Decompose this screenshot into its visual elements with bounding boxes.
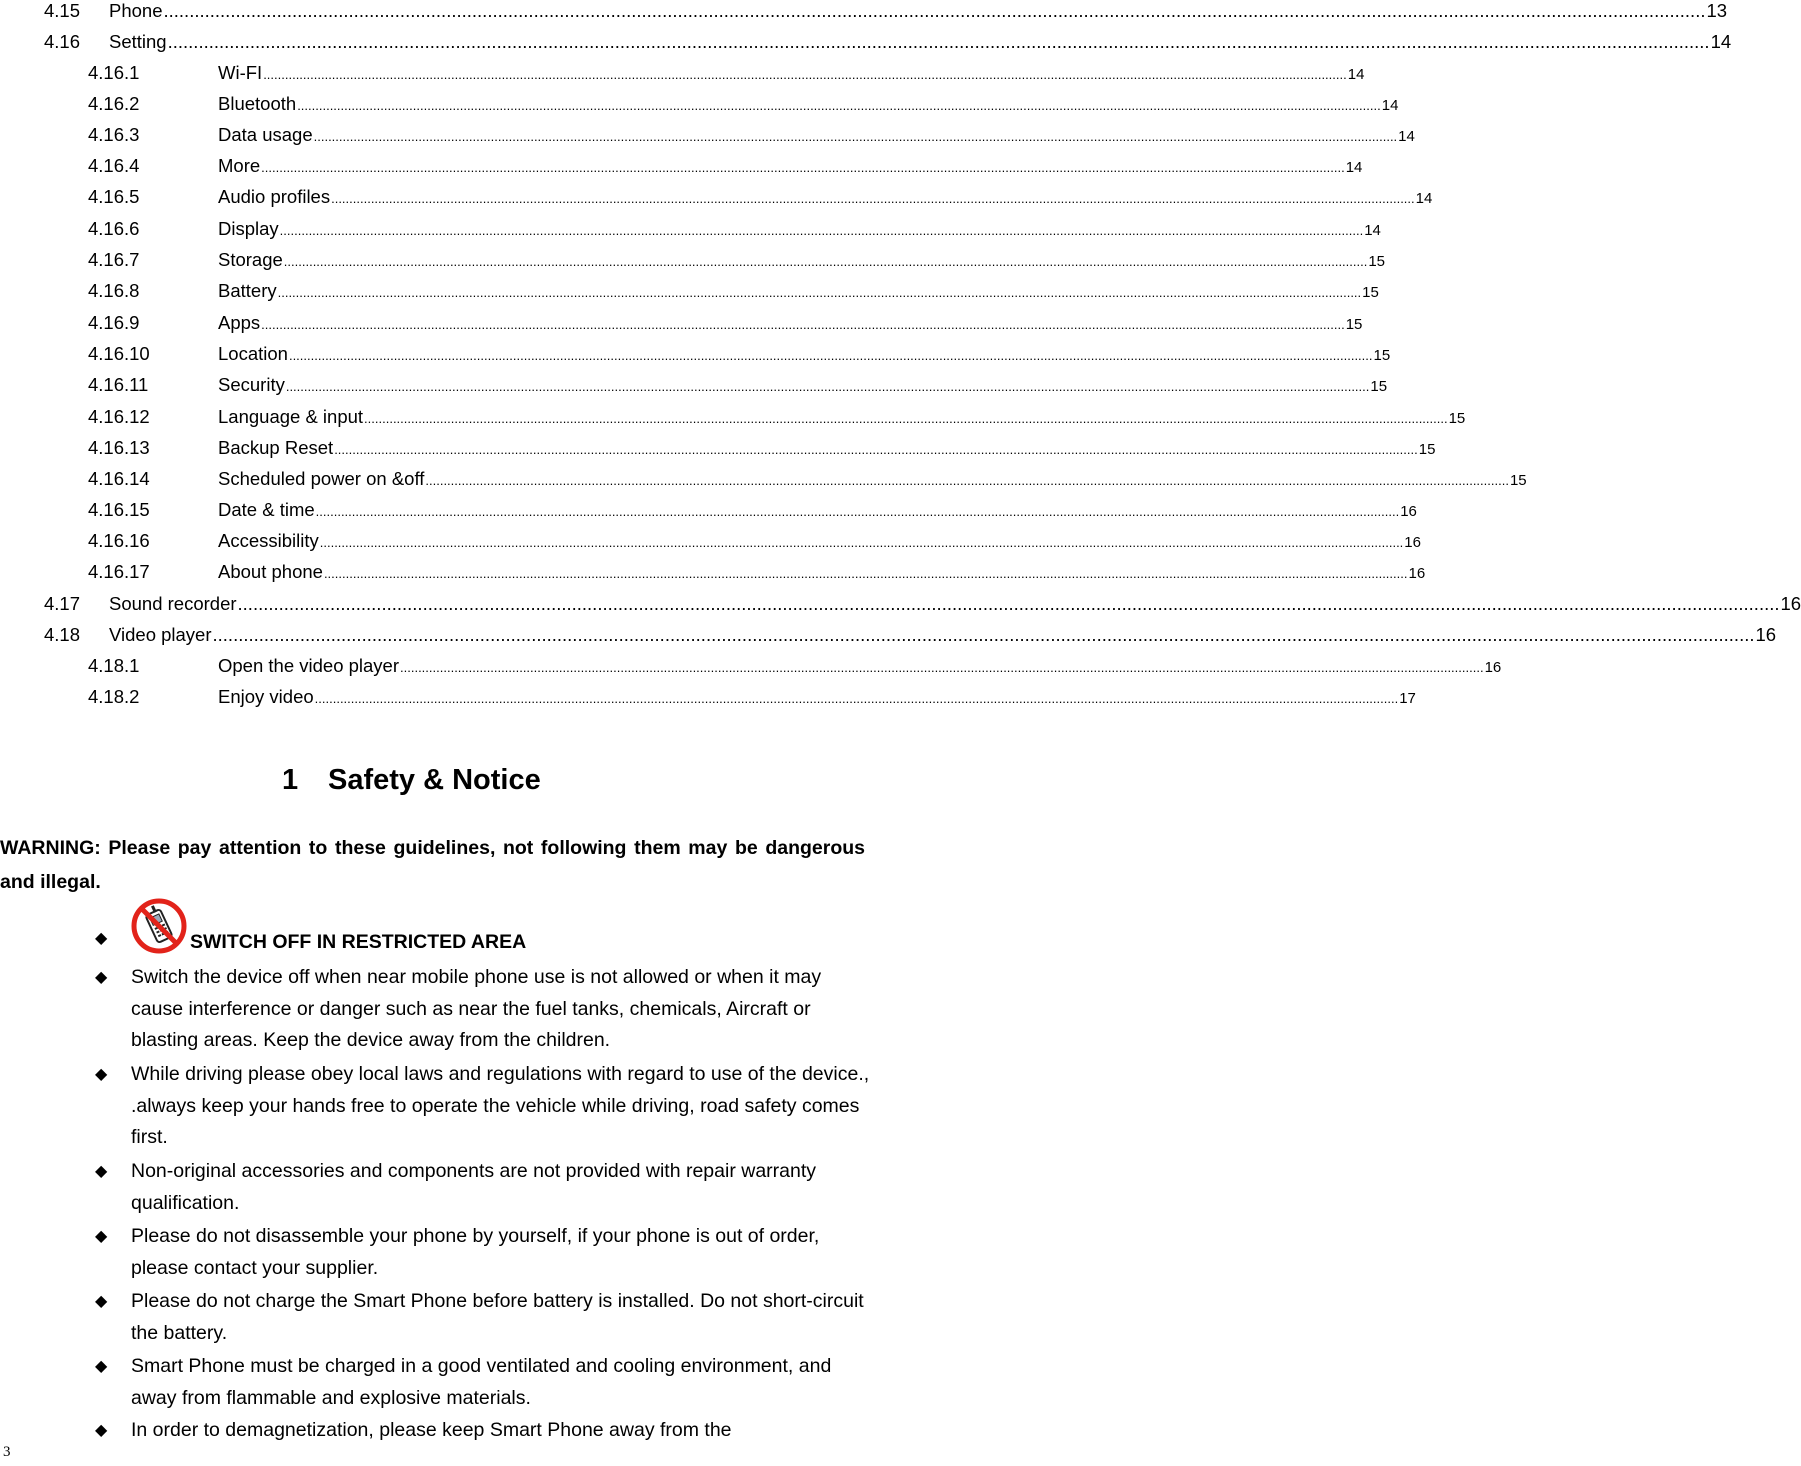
page-number: 3: [3, 1444, 11, 1460]
toc-entry-title: Language & input: [218, 406, 364, 427]
toc-entry-number: 4.16.13: [88, 437, 150, 458]
toc-entry-page: 16: [1780, 593, 1801, 614]
toc-entry-number: 4.16.12: [88, 406, 150, 427]
toc-dot-leader: ............................................................................................................................................................................................................................................................................................................: [331, 191, 1415, 206]
bullet-text: While driving please obey local laws and regulations with regard to use of the device., .always keep your hands free to operate the vehicle while driving, road safety comes first.: [131, 1063, 870, 1148]
toc-entry-title: Wi-FI: [218, 62, 263, 83]
toc-dot-leader: ............................................................................................................................................................................................................................................................................................................: [285, 379, 1370, 394]
toc-entry-page: 15: [1345, 316, 1363, 333]
toc-entry[interactable]: [88, 312, 1363, 338]
toc-entry[interactable]: [88, 561, 1426, 587]
toc-entry[interactable]: [88, 249, 1386, 275]
toc-entry-number: 4.16: [44, 31, 81, 52]
toc-entry-page: 15: [1509, 472, 1527, 489]
no-mobile-phone-icon: [131, 898, 187, 954]
toc-entry-title: Location: [218, 343, 288, 364]
toc-entry-page: 16: [1400, 503, 1417, 520]
toc-entry[interactable]: [88, 437, 1436, 463]
toc-entry-page: 15: [1418, 441, 1436, 458]
toc-entry-number: 4.16.11: [88, 374, 149, 395]
toc-entry[interactable]: [88, 406, 1466, 432]
toc-entry[interactable]: [44, 31, 1732, 57]
toc-dot-leader: ............................................................................................................................................................................................................................................................................................................: [237, 593, 1780, 614]
toc-entry-title: Display: [218, 218, 279, 239]
toc-dot-leader: ............................................................................................................................................................................................................................................................................................................: [314, 691, 1399, 706]
toc-entry-page: 14: [1415, 190, 1433, 207]
toc-entry-page: 13: [1706, 0, 1728, 21]
toc-entry[interactable]: [88, 530, 1421, 556]
toc-entry-page: 14: [1710, 31, 1732, 52]
bullet-text: Please do not charge the Smart Phone before battery is installed. Do not short-circuit the battery.: [131, 1290, 864, 1344]
bullet-text: Non-original accessories and components are not provided with repair warranty qualification.: [131, 1160, 817, 1214]
toc-entry[interactable]: [88, 155, 1363, 181]
toc-entry-page: 14: [1381, 97, 1399, 114]
toc-entry-title: Phone: [109, 0, 163, 21]
toc-dot-leader: ............................................................................................................................................................................................................................................................................................................: [163, 0, 1706, 21]
toc-entry-number: 4.15: [44, 0, 81, 21]
toc-entry-title: More: [218, 155, 261, 176]
toc-entry-page: 15: [1368, 253, 1386, 270]
toc-dot-leader: ............................................................................................................................................................................................................................................................................................................: [334, 442, 1418, 457]
toc-dot-leader: ............................................................................................................................................................................................................................................................................................................: [400, 660, 1484, 675]
toc-entry-title: Video player: [109, 624, 212, 645]
toc-entry-title: Open the video player: [218, 655, 400, 676]
toc-entry[interactable]: [88, 93, 1399, 119]
toc-entry-number: 4.16.15: [88, 499, 150, 520]
section-heading: [282, 764, 541, 797]
toc-entry[interactable]: [88, 280, 1379, 306]
diamond-bullet-icon: ◆: [95, 969, 108, 986]
toc-entry-number: 4.16.8: [88, 280, 140, 301]
bullet-text: Switch the device off when near mobile phone use is not allowed or when it may cause interference or danger such as near the fuel tanks, chemicals, Aircraft or blasting areas. Keep the device away from the children.: [131, 966, 822, 1051]
toc-dot-leader: ............................................................................................................................................................................................................................................................................................................: [323, 566, 1408, 581]
toc-entry-number: 4.16.14: [88, 468, 150, 489]
toc-entry[interactable]: [88, 124, 1415, 150]
diamond-bullet-icon: ◆: [95, 1163, 108, 1180]
section-number: 1: [282, 764, 299, 796]
toc-entry-page: 16: [1408, 565, 1426, 582]
toc-entry-number: 4.18.2: [88, 686, 140, 707]
toc-entry-title: Backup Reset: [218, 437, 334, 458]
toc-dot-leader: ............................................................................................................................................................................................................................................................................................................: [313, 129, 1398, 144]
toc-entry-title: Setting: [109, 31, 167, 52]
toc-entry-number: 4.18: [44, 624, 81, 645]
diamond-bullet-icon: ◆: [95, 1228, 108, 1245]
toc-entry-number: 4.16.4: [88, 155, 140, 176]
bullet-text: Smart Phone must be charged in a good ventilated and cooling environment, and away from flammable and explosive materials.: [131, 1355, 832, 1409]
toc-entry-page: 16: [1484, 659, 1502, 676]
bullet-text: Please do not disassemble your phone by yourself, if your phone is out of order, please contact your supplier.: [131, 1225, 820, 1279]
toc-entry-number: 4.18.1: [88, 655, 140, 676]
toc-entry-title: Enjoy video: [218, 686, 314, 707]
toc-entry-number: 4.16.16: [88, 530, 150, 551]
toc-entry-title: Bluetooth: [218, 93, 297, 114]
toc-entry[interactable]: [88, 499, 1417, 525]
toc-entry[interactable]: [88, 218, 1381, 244]
section-title: Safety & Notice: [328, 764, 541, 796]
toc-dot-leader: ............................................................................................................................................................................................................................................................................................................: [279, 223, 1364, 238]
toc-entry-title: Audio profiles: [218, 186, 331, 207]
toc-entry-number: 4.16.2: [88, 93, 140, 114]
toc-entry-page: 14: [1398, 128, 1415, 145]
toc-dot-leader: ............................................................................................................................................................................................................................................................................................................: [283, 254, 1368, 269]
toc-entry-title: Scheduled power on &off: [218, 468, 425, 489]
toc-dot-leader: ............................................................................................................................................................................................................................................................................................................: [167, 31, 1710, 52]
toc-entry-title: Security: [218, 374, 285, 395]
warning-paragraph: WARNING: Please pay attention to these guidelines, not following them may be dangerous and illegal.: [0, 837, 865, 893]
toc-entry-number: 4.16.10: [88, 343, 150, 364]
toc-entry-page: 14: [1364, 222, 1381, 239]
toc-entry[interactable]: [88, 468, 1527, 494]
diamond-bullet-icon: ◆: [95, 930, 108, 947]
toc-entry[interactable]: [44, 0, 1728, 26]
toc-entry-number: 4.16.3: [88, 124, 140, 145]
toc-entry-number: 4.16.9: [88, 312, 140, 333]
toc-entry-title: Accessibility: [218, 530, 319, 551]
toc-dot-leader: ............................................................................................................................................................................................................................................................................................................: [277, 285, 1362, 300]
toc-entry-number: 4.17: [44, 593, 81, 614]
toc-entry-number: 4.16.17: [88, 561, 150, 582]
toc-entry-page: 15: [1362, 284, 1379, 301]
toc-entry-title: Storage: [218, 249, 283, 270]
toc-dot-leader: ............................................................................................................................................................................................................................................................................................................: [212, 624, 1755, 645]
toc-dot-leader: ............................................................................................................................................................................................................................................................................................................: [263, 67, 1347, 82]
toc-entry-number: 4.16.6: [88, 218, 140, 239]
toc-entry-title: Sound recorder: [109, 593, 237, 614]
diamond-bullet-icon: ◆: [95, 1293, 108, 1310]
toc-entry[interactable]: [44, 624, 1777, 650]
toc-entry[interactable]: [88, 186, 1433, 212]
diamond-bullet-icon: ◆: [95, 1358, 108, 1375]
toc-entry-title: Battery: [218, 280, 277, 301]
bullet-text: In order to demagnetization, please keep Smart Phone away from the: [131, 1419, 732, 1441]
toc-dot-leader: ............................................................................................................................................................................................................................................................................................................: [297, 98, 1381, 113]
diamond-bullet-icon: ◆: [95, 1422, 108, 1439]
toc-dot-leader: ............................................................................................................................................................................................................................................................................................................: [288, 348, 1373, 363]
toc-entry-page: 16: [1755, 624, 1777, 645]
toc-entry[interactable]: [88, 374, 1388, 400]
toc-entry-page: 15: [1370, 378, 1388, 395]
toc-entry-page: 14: [1347, 66, 1365, 83]
toc-entry-title: Apps: [218, 312, 261, 333]
toc-entry-number: 4.16.5: [88, 186, 140, 207]
toc-entry[interactable]: [88, 686, 1416, 712]
toc-entry[interactable]: [44, 593, 1801, 619]
toc-dot-leader: ............................................................................................................................................................................................................................................................................................................: [315, 504, 1400, 519]
toc-entry-page: 17: [1399, 690, 1416, 707]
toc-dot-leader: ............................................................................................................................................................................................................................................................................................................: [364, 411, 1448, 426]
toc-entry-title: Date & time: [218, 499, 315, 520]
toc-dot-leader: ............................................................................................................................................................................................................................................................................................................: [261, 160, 1345, 175]
toc-dot-leader: ............................................................................................................................................................................................................................................................................................................: [425, 473, 1509, 488]
toc-entry-title: Data usage: [218, 124, 313, 145]
toc-entry-page: 15: [1373, 347, 1391, 364]
toc-entry-page: 16: [1404, 534, 1421, 551]
toc-entry[interactable]: [88, 655, 1502, 681]
restricted-area-title: SWITCH OFF IN RESTRICTED AREA: [190, 931, 527, 953]
toc-entry[interactable]: [88, 343, 1391, 369]
toc-entry-page: 15: [1448, 410, 1466, 427]
toc-dot-leader: ............................................................................................................................................................................................................................................................................................................: [319, 535, 1404, 550]
diamond-bullet-icon: ◆: [95, 1066, 108, 1083]
toc-entry-number: 4.16.1: [88, 62, 140, 83]
toc-dot-leader: ............................................................................................................................................................................................................................................................................................................: [261, 317, 1345, 332]
toc-entry-page: 14: [1345, 159, 1363, 176]
toc-entry[interactable]: [88, 62, 1365, 88]
toc-entry-title: About phone: [218, 561, 323, 582]
toc-entry-number: 4.16.7: [88, 249, 140, 270]
